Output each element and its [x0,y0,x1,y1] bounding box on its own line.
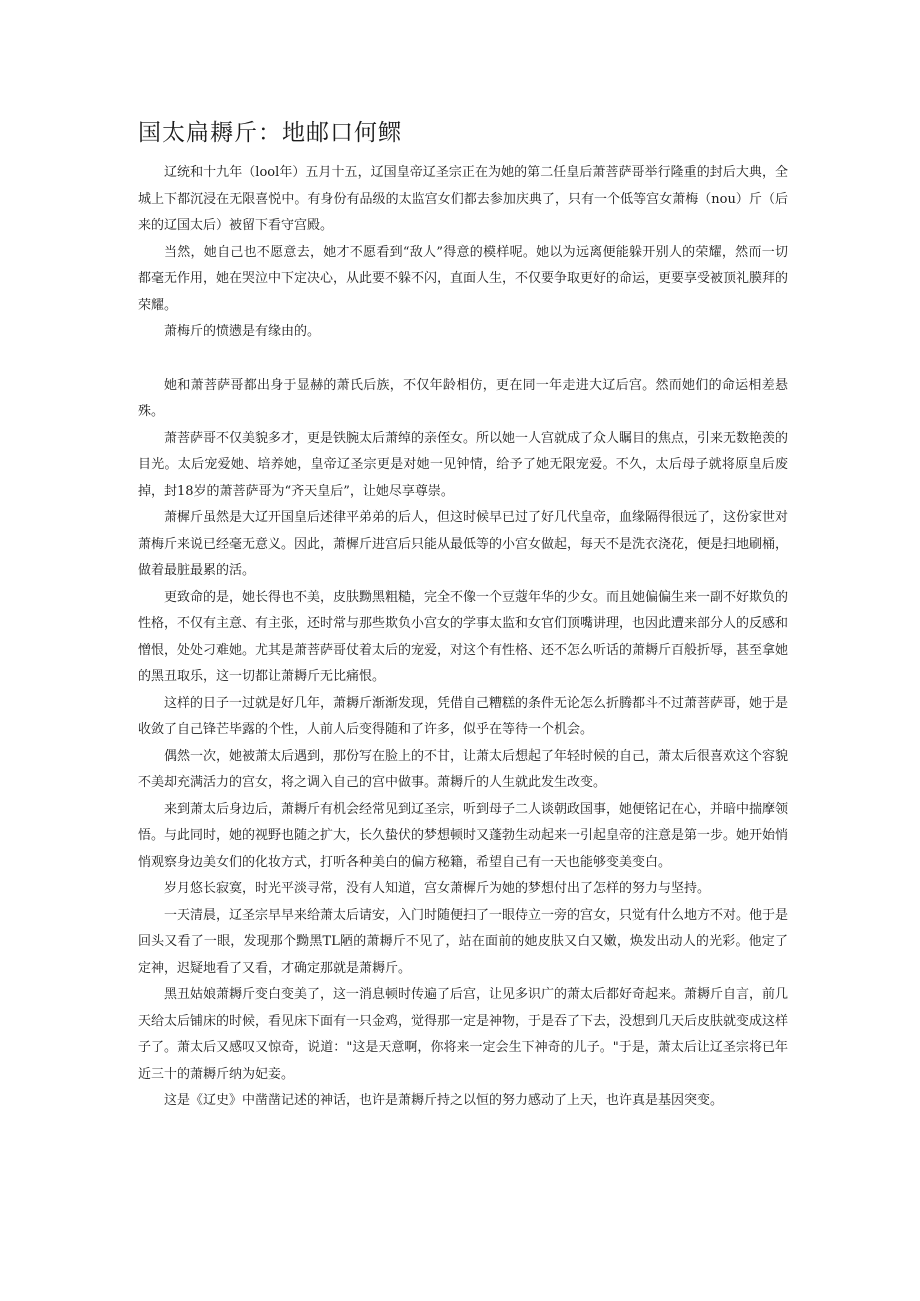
paragraph: 更致命的是，她长得也不美，皮肤黝黑粗糙，完全不像一个豆蔻年华的少女。而且她偏偏生来一副不好欺负的性格，不仅有主意、有主张，还时常与那些欺负小宫女的学事太监和女官们顶嘴讲理，也因此遭来部分人的反感和憎恨，处处刁难她。尤其是萧菩萨哥仗着太后的宠爱，对这个有性格、还不怎么听话的萧耨斤百般折辱，甚至拿她的黑丑取乐，这一切都让萧耨斤无比痛恨。 [138,589,789,684]
paragraph: 萧菩萨哥不仅美貌多才，更是铁腕太后萧绰的亲侄女。所以她一人宫就成了众人瞩目的焦点，引来无数艳羡的目光。太后宠爱她、培养她，皇帝辽圣宗更是对她一见钟情，给予了她无限宠爱。不久，太后母子就将原皇后废掉，封18岁的萧菩萨哥为“齐天皇后”，让她尽享尊崇。 [138,430,789,499]
paragraph: 偶然一次，她被萧太后遇到，那份写在脸上的不甘，让萧太后想起了年轻时候的自己，萧太后很喜欢这个容貌不美却充满活力的宫女，将之调入自己的宫中做事。萧耨斤的人生就此发生改变。 [138,748,789,790]
paragraph: 萧樨斤虽然是大辽开国皇后述律平弟弟的后人，但这时候早已过了好几代皇帝，血缘隔得很远了，这份家世对萧梅斤来说已经毫无意义。因此，萧樨斤进宫后只能从最低等的小宫女做起，每天不是洗衣浇花，便是扫地刷桶，做着最脏最累的活。 [138,510,789,578]
paragraph: 辽统和十九年（lool年）五月十五，辽国皇帝辽圣宗正在为她的第二任皇后萧菩萨哥举行隆重的封后大典，全城上下都沉浸在无限喜悦中。有身份有品级的太监宫女们都去参加庆典了，只有一个低等宫女萧梅（nou）斤（后来的辽国太后）被留下看守宫殿。 [138,165,788,233]
paragraph: 一天清晨，辽圣宗早早来给萧太后请安，入门时随便扫了一眼侍立一旁的宫女，只觉有什么地方不对。他于是回头又看了一眼，发现那个黝黑TL陋的萧耨斤不见了，站在面前的她皮肤又白又嫩，焕发出动人的光彩。他定了定神，迟疑地看了又看，才确定那就是萧耨斤。 [138,907,789,976]
paragraph: 这样的日子一过就是好几年，萧耨斤渐渐发现，凭借自己糟糕的条件无论怎么折腾都斗不过萧菩萨哥，她于是收敛了自己锋芒毕露的个性，人前人后变得随和了许多，似乎在等待一个机会。 [138,695,789,737]
document-title: 国太扁耨斤：地邮口何鳏 [138,120,402,146]
paragraph: 这是《辽史》中凿凿记述的神话，也许是萧耨斤持之以恒的努力感动了上天，也许真是基因突变。 [164,1093,724,1108]
document-page [138,118,788,1115]
paragraph: 来到萧太后身边后，萧耨斤有机会经常见到辽圣宗，听到母子二人谈朝政国事，她便铭记在心，并暗中揣摩领悟。与此同时，她的视野也随之扩大，长久蛰伏的梦想顿时又蓬勃生动起来一引起皇帝的注意是第一步。她开始悄悄观察身边美女们的化妆方式，打听各种美白的偏方秘籍，希望自己有一天也能够变美变白。 [138,801,789,870]
paragraph: 她和萧菩萨哥都出身于显赫的萧氏后族，不仅年龄相仿，更在同一年走进大辽后宫。然而她们的命运相差悬殊。 [138,377,788,419]
paragraph: 萧梅斤的愤懑是有缘由的。 [164,324,321,339]
paragraph: 当然，她自己也不愿意去，她才不愿看到“敌人”得意的模样呢。她以为远离便能躲开别人的荣耀，然而一切都毫无作用，她在哭泣中下定决心，从此要不躲不闪，直面人生，不仅要争取更好的命运，更要享受被顶礼膜拜的荣耀。 [138,244,789,313]
paragraph: 岁月悠长寂寞，时光平淡寻常，没有人知道，宫女萧樨斤为她的梦想付出了怎样的努力与坚持。 [164,881,711,896]
main-section [138,373,788,1115]
paragraph: 黑丑姑娘萧耨斤变白变美了，这一消息顿时传遍了后宫，让见多识广的萧太后都好奇起来。萧耨斤自言，前几天给太后铺床的时候，看见床下面有一只金鸡，觉得那一定是神物，于是吞了下去，没想到几天后皮肤就变成这样子了。萧太后又感叹又惊奇，说道："这是天意啊，你将来一定会生下神奇的儿子。"于是，萧太后让辽圣宗将已年近三十的萧耨斤纳为妃妾。 [138,987,789,1082]
section-gap [138,346,788,373]
intro-section [138,160,788,346]
